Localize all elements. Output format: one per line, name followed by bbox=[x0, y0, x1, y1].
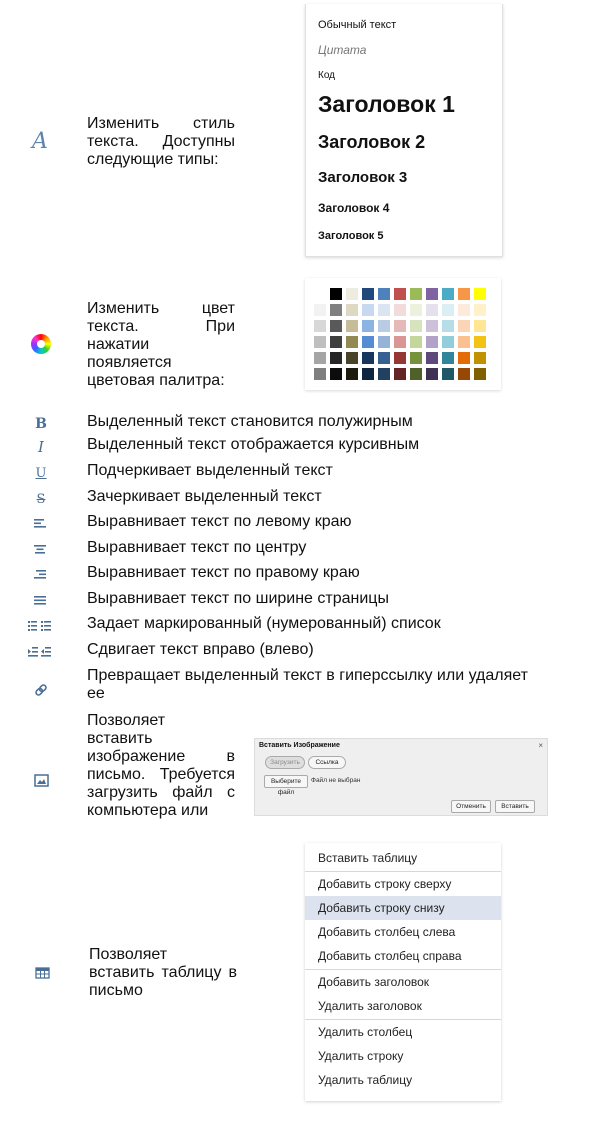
insert-button[interactable]: Вставить bbox=[495, 800, 535, 813]
style-dropdown bbox=[305, 4, 503, 257]
color-swatch[interactable] bbox=[314, 352, 326, 364]
color-swatch[interactable] bbox=[458, 352, 470, 364]
file-status: Файл не выбран bbox=[311, 777, 361, 784]
color-swatch[interactable] bbox=[394, 352, 406, 364]
link-description-line2: ее bbox=[87, 685, 105, 702]
italic-icon: I bbox=[38, 438, 44, 456]
color-swatch[interactable] bbox=[394, 368, 406, 380]
menu-insert-table[interactable]: Вставить таблицу bbox=[318, 851, 418, 865]
menu-remove-header[interactable]: Удалить заголовок bbox=[318, 999, 422, 1013]
color-swatch[interactable] bbox=[426, 336, 438, 348]
color-swatch[interactable] bbox=[362, 352, 374, 364]
color-swatch[interactable] bbox=[442, 304, 454, 316]
menu-add-row-above[interactable]: Добавить строку сверху bbox=[318, 877, 452, 891]
color-swatch[interactable] bbox=[410, 368, 422, 380]
color-swatch[interactable] bbox=[442, 368, 454, 380]
upload-tab[interactable]: Загрузить bbox=[265, 756, 305, 769]
cancel-button[interactable]: Отменить bbox=[451, 800, 491, 813]
color-swatch[interactable] bbox=[458, 368, 470, 380]
bold-icon: B bbox=[35, 416, 47, 432]
color-swatch[interactable] bbox=[458, 320, 470, 332]
style-option-h2[interactable]: Заголовок 2 bbox=[318, 132, 426, 152]
menu-delete-row[interactable]: Удалить строку bbox=[318, 1049, 404, 1063]
color-swatch[interactable] bbox=[442, 320, 454, 332]
color-swatch[interactable] bbox=[346, 352, 358, 364]
color-swatch[interactable] bbox=[410, 336, 422, 348]
image-icon bbox=[30, 769, 52, 791]
color-swatch[interactable] bbox=[362, 336, 374, 348]
color-palette bbox=[305, 278, 501, 390]
align-right-description: Выравнивает текст по правому краю bbox=[87, 564, 360, 581]
strikethrough-description: Зачеркивает выделенный текст bbox=[87, 488, 322, 505]
color-swatch[interactable] bbox=[378, 368, 390, 380]
menu-add-row-below[interactable]: Добавить строку снизу bbox=[305, 896, 501, 920]
insert-image-dialog bbox=[254, 738, 548, 816]
color-swatch[interactable] bbox=[410, 352, 422, 364]
color-swatch[interactable] bbox=[410, 304, 422, 316]
menu-add-header[interactable]: Добавить заголовок bbox=[318, 975, 430, 989]
color-swatch[interactable] bbox=[426, 368, 438, 380]
color-swatch[interactable] bbox=[458, 288, 470, 300]
color-swatch[interactable] bbox=[330, 288, 342, 300]
color-swatch[interactable] bbox=[394, 288, 406, 300]
style-option-normal[interactable]: Обычный текст bbox=[318, 19, 397, 31]
color-swatch[interactable] bbox=[346, 320, 358, 332]
style-option-h4[interactable]: Заголовок 4 bbox=[318, 201, 390, 215]
style-option-code[interactable]: Код bbox=[318, 70, 336, 81]
close-icon[interactable]: × bbox=[538, 741, 543, 750]
bold-description: Выделенный текст становится полужирным bbox=[87, 413, 413, 430]
color-swatch[interactable] bbox=[330, 368, 342, 380]
color-swatch[interactable] bbox=[474, 368, 486, 380]
strikethrough-icon: S bbox=[36, 491, 46, 507]
indent-description: Сдвигает текст вправо (влево) bbox=[87, 641, 314, 658]
style-option-h1[interactable]: Заголовок 1 bbox=[318, 91, 455, 117]
color-swatch[interactable] bbox=[442, 336, 454, 348]
color-swatch[interactable] bbox=[330, 320, 342, 332]
color-swatch[interactable] bbox=[458, 336, 470, 348]
color-swatch[interactable] bbox=[394, 304, 406, 316]
list-icon bbox=[26, 615, 54, 637]
link-description-line1: Превращает выделенный текст в гиперссылку или удаляет bbox=[87, 667, 528, 684]
color-swatch[interactable] bbox=[426, 320, 438, 332]
link-icon bbox=[30, 679, 52, 701]
table-icon bbox=[31, 962, 53, 984]
list-description: Задает маркированный (нумерованный) список bbox=[87, 615, 441, 632]
underline-description: Подчеркивает выделенный текст bbox=[87, 462, 333, 479]
style-option-h3[interactable]: Заголовок 3 bbox=[318, 169, 408, 186]
color-wheel-icon bbox=[30, 333, 52, 355]
color-swatch[interactable] bbox=[410, 320, 422, 332]
color-swatch[interactable] bbox=[394, 320, 406, 332]
color-swatch[interactable] bbox=[314, 320, 326, 332]
color-swatch[interactable] bbox=[474, 320, 486, 332]
color-swatch[interactable] bbox=[346, 288, 358, 300]
color-swatch[interactable] bbox=[378, 336, 390, 348]
color-swatch[interactable] bbox=[346, 368, 358, 380]
color-swatch[interactable] bbox=[346, 304, 358, 316]
table-menu bbox=[305, 843, 501, 1101]
color-swatch[interactable] bbox=[410, 288, 422, 300]
indent-icon bbox=[26, 641, 54, 663]
link-tab[interactable]: Ссылка bbox=[308, 756, 346, 769]
color-swatch[interactable] bbox=[346, 336, 358, 348]
color-swatch[interactable] bbox=[474, 336, 486, 348]
style-description: Изменить стиль текста. Доступны следующие типы: bbox=[87, 115, 235, 168]
color-swatch[interactable] bbox=[362, 368, 374, 380]
color-swatch[interactable] bbox=[330, 336, 342, 348]
color-swatch[interactable] bbox=[314, 336, 326, 348]
color-swatch[interactable] bbox=[330, 352, 342, 364]
table-description: Позволяет вставить таблицу в письмо bbox=[89, 946, 237, 999]
style-option-h5[interactable]: Заголовок 5 bbox=[318, 230, 384, 242]
align-right-icon bbox=[29, 564, 51, 586]
color-swatches[interactable] bbox=[305, 278, 501, 390]
color-swatch[interactable] bbox=[378, 304, 390, 316]
color-swatch[interactable] bbox=[378, 320, 390, 332]
color-swatch[interactable] bbox=[314, 368, 326, 380]
color-swatch[interactable] bbox=[378, 352, 390, 364]
menu-add-column-left[interactable]: Добавить столбец слева bbox=[318, 925, 456, 939]
color-swatch[interactable] bbox=[426, 352, 438, 364]
underline-icon: U bbox=[35, 465, 47, 481]
menu-add-column-right[interactable]: Добавить столбец справа bbox=[318, 949, 462, 963]
style-option-quote[interactable]: Цитата bbox=[318, 43, 367, 57]
align-justify-icon bbox=[29, 590, 51, 612]
align-center-icon bbox=[29, 539, 51, 561]
font-style-icon: A bbox=[32, 128, 48, 154]
color-description: Изменить цвет текста. При нажатии появляется цветовая палитра: bbox=[87, 300, 235, 389]
color-swatch[interactable] bbox=[362, 320, 374, 332]
align-left-icon bbox=[29, 513, 51, 535]
color-swatch[interactable] bbox=[458, 304, 470, 316]
align-left-description: Выравнивает текст по левому краю bbox=[87, 513, 352, 530]
color-swatch[interactable] bbox=[362, 304, 374, 316]
color-swatch[interactable] bbox=[426, 304, 438, 316]
color-swatch[interactable] bbox=[474, 304, 486, 316]
align-justify-description: Выравнивает текст по ширине страницы bbox=[87, 590, 389, 607]
color-swatch[interactable] bbox=[362, 288, 374, 300]
color-swatch[interactable] bbox=[442, 288, 454, 300]
color-swatch[interactable] bbox=[426, 288, 438, 300]
color-swatch[interactable] bbox=[474, 288, 486, 300]
choose-file-button[interactable]: Выберите файл bbox=[264, 775, 308, 788]
color-swatch[interactable] bbox=[330, 304, 342, 316]
image-description: Позволяет вставить изображение в письмо. Требуется загрузить файл с компьютера или bbox=[87, 712, 235, 819]
align-center-description: Выравнивает текст по центру bbox=[87, 539, 307, 556]
menu-delete-column[interactable]: Удалить столбец bbox=[318, 1025, 413, 1039]
color-swatch[interactable] bbox=[442, 352, 454, 364]
menu-delete-table[interactable]: Удалить таблицу bbox=[318, 1073, 413, 1087]
italic-description: Выделенный текст отображается курсивным bbox=[87, 436, 420, 453]
dialog-title: Вставить Изображение bbox=[259, 742, 340, 749]
color-swatch[interactable] bbox=[314, 304, 326, 316]
color-swatch[interactable] bbox=[394, 336, 406, 348]
color-swatch[interactable] bbox=[378, 288, 390, 300]
color-swatch[interactable] bbox=[474, 352, 486, 364]
